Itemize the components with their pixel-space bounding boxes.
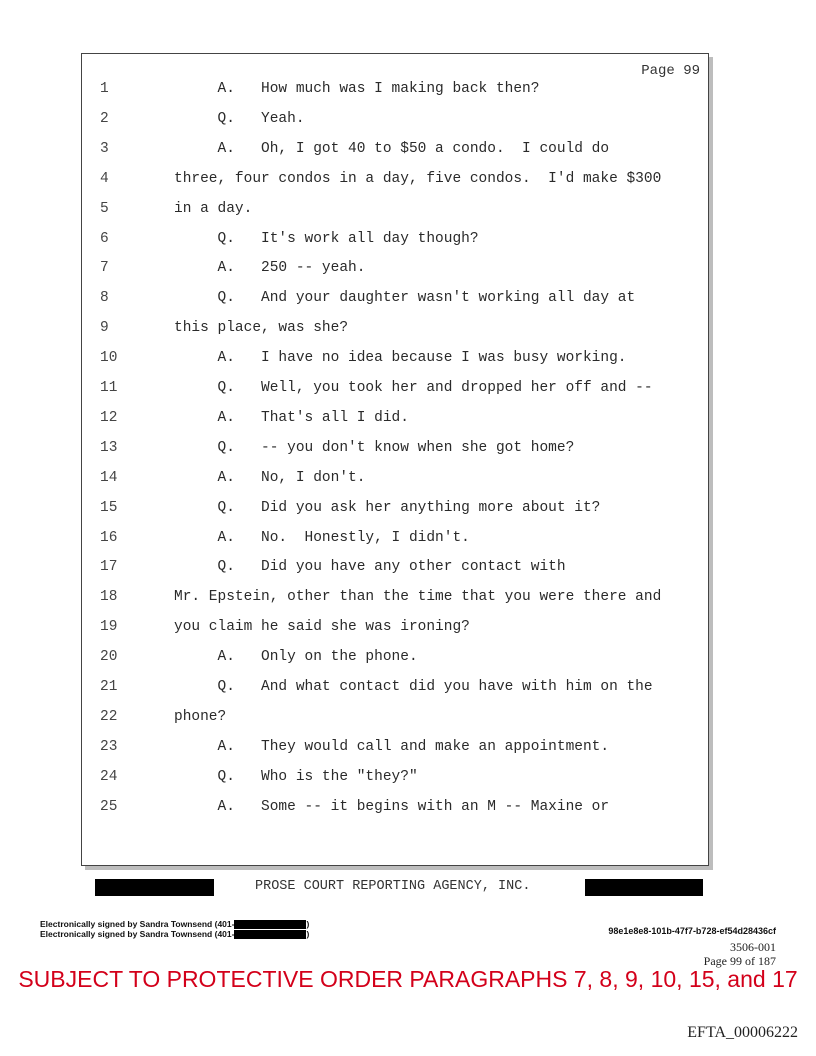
line-text: Q. Did you have any other contact with [174, 559, 566, 576]
line-number: 4 [100, 170, 109, 187]
transcript-line [82, 410, 702, 440]
esign-close-1: ) [306, 919, 310, 929]
transcript-line [82, 709, 702, 739]
line-number: 21 [100, 679, 118, 695]
line-number: 18 [100, 589, 118, 606]
transcript-line [82, 290, 702, 320]
page-of-total: Page 99 of 187 [703, 954, 776, 968]
transcript-line [82, 380, 702, 410]
transcript-line [82, 619, 702, 649]
line-text: A. No, I don't. [174, 469, 366, 486]
transcript-line [82, 350, 702, 380]
transcript-line [82, 589, 702, 619]
transcript-line [82, 679, 702, 709]
line-number: 22 [100, 708, 118, 725]
transcript-line [82, 231, 702, 261]
transcript-line [82, 260, 702, 290]
transcript-line [82, 799, 702, 829]
line-text: you claim he said she was ironing? [174, 619, 470, 636]
line-number: 5 [100, 200, 109, 217]
line-number: 19 [100, 619, 118, 636]
transcript-line [82, 320, 702, 350]
line-text: Q. -- you don't know when she got home? [174, 439, 575, 456]
bates-number: EFTA_00006222 [687, 1024, 798, 1041]
line-number: 20 [100, 649, 118, 666]
line-text: A. How much was I making back then? [174, 81, 540, 97]
esign-text-1: Electronically signed by Sandra Townsend (401- [40, 919, 235, 929]
line-text: A. They would call and make an appointment. [174, 738, 610, 755]
page-label: Page 99 [641, 63, 700, 79]
transcript-line [82, 649, 702, 679]
transcript-line [82, 739, 702, 769]
line-text: A. That's all I did. [174, 409, 409, 426]
transcript-line [82, 201, 702, 231]
transcript-line [82, 111, 702, 141]
esign-close-2: ) [306, 929, 310, 939]
line-text: A. Only on the phone. [174, 649, 418, 666]
case-number: 3506-001 [730, 940, 776, 954]
line-number: 11 [100, 380, 118, 396]
esign-text-2: Electronically signed by Sandra Townsend (401- [40, 929, 235, 939]
line-text: this place, was she? [174, 320, 349, 337]
line-text: A. No. Honestly, I didn't. [174, 529, 470, 546]
line-text: Q. And what contact did you have with him on the [174, 679, 653, 695]
transcript-line [82, 141, 702, 171]
transcript-line [82, 559, 702, 589]
esign-line-2 [40, 929, 309, 939]
transcript-line [82, 81, 702, 111]
transcript-page [81, 53, 709, 866]
esign-line-1 [40, 919, 309, 929]
line-number: 23 [100, 738, 118, 755]
line-number: 2 [100, 110, 109, 127]
redaction-bar-right [585, 879, 703, 896]
line-number: 1 [100, 81, 109, 97]
line-text: Q. Yeah. [174, 110, 305, 127]
redaction-box [234, 930, 306, 939]
redaction-box [234, 920, 306, 929]
line-text: phone? [174, 708, 227, 725]
line-number: 24 [100, 768, 118, 785]
transcript-line [82, 769, 702, 799]
document-hash: 98e1e8e8-101b-47f7-b728-ef54d28436cf [608, 926, 776, 936]
line-text: three, four condos in a day, five condos. I'd make $300 [174, 170, 662, 187]
transcript-line [82, 440, 702, 470]
line-text: in a day. [174, 200, 253, 217]
line-text: Q. And your daughter wasn't working all day at [174, 290, 636, 307]
line-number: 3 [100, 140, 109, 157]
line-text: A. Some -- it begins with an M -- Maxine or [174, 798, 610, 815]
line-text: Q. Who is the "they?" [174, 768, 418, 785]
transcript-line [82, 530, 702, 560]
line-number: 13 [100, 439, 118, 456]
line-number: 7 [100, 260, 109, 277]
line-text: Q. Did you ask her anything more about it? [174, 499, 601, 516]
line-number: 15 [100, 499, 118, 516]
transcript-line [82, 171, 702, 201]
transcript-line [82, 470, 702, 500]
line-text: A. 250 -- yeah. [174, 260, 366, 277]
line-text: Q. Well, you took her and dropped her off and -- [174, 380, 653, 396]
line-number: 6 [100, 230, 109, 247]
line-text: Mr. Epstein, other than the time that you were there and [174, 589, 662, 606]
line-number: 17 [100, 559, 118, 576]
line-number: 10 [100, 350, 118, 367]
line-number: 16 [100, 529, 118, 546]
line-number: 14 [100, 469, 118, 486]
line-text: A. Oh, I got 40 to $50 a condo. I could do [174, 140, 610, 157]
line-number: 25 [100, 798, 118, 815]
line-text: Q. It's work all day though? [174, 230, 479, 247]
line-number: 9 [100, 320, 109, 337]
transcript-line [82, 500, 702, 530]
line-text: A. I have no idea because I was busy working. [174, 350, 627, 367]
footer-agency: PROSE COURT REPORTING AGENCY, INC. [255, 879, 531, 894]
line-number: 8 [100, 290, 109, 307]
protective-order-notice: SUBJECT TO PROTECTIVE ORDER PARAGRAPHS 7, 8, 9, 10, 15, and 17 [18, 966, 798, 992]
line-number: 12 [100, 409, 118, 426]
redaction-bar-left [95, 879, 214, 896]
